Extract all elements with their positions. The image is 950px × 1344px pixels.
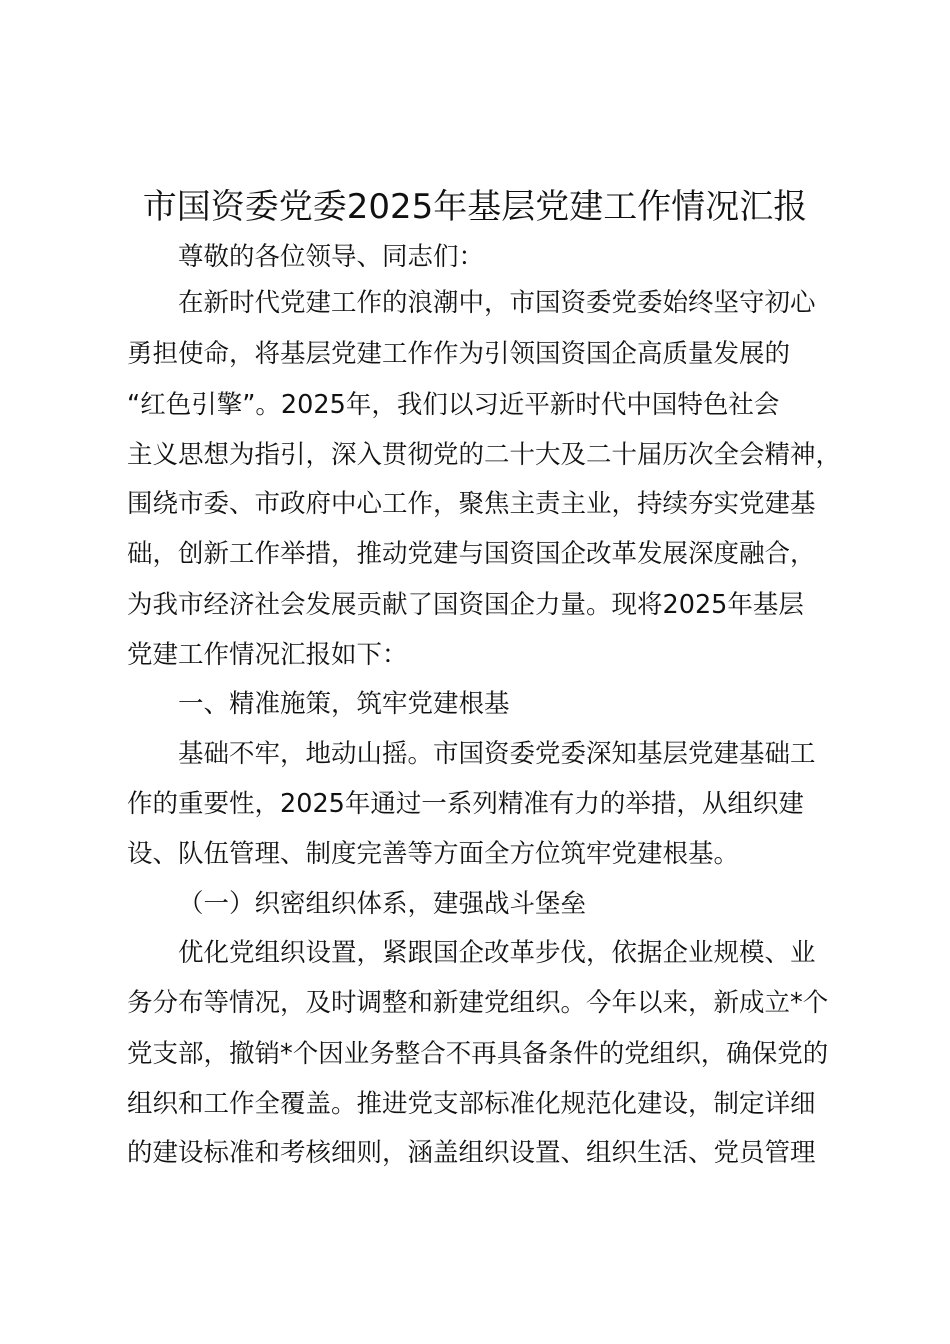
paragraph-line: 优化党组织设置，紧跟国企改革步伐，依据企业规模、业 xyxy=(178,938,816,968)
paragraph-line: 为我市经济社会发展贡献了国资国企力量。现将2025年基层 xyxy=(127,590,804,620)
paragraph-line: 党建工作情况汇报如下： xyxy=(127,640,408,670)
paragraph-line: 的建设标准和考核细则，涵盖组织设置、组织生活、党员管理 xyxy=(127,1138,816,1168)
document-title: 市国资委党委2025年基层党建工作情况汇报 xyxy=(142,187,808,227)
paragraph-line: 主义思想为指引，深入贯彻党的二十大及二十届历次全会精神， xyxy=(127,440,842,470)
salutation: 尊敬的各位领导、同志们： xyxy=(178,242,485,272)
paragraph-line: 基础不牢，地动山摇。市国资委党委深知基层党建基础工 xyxy=(178,739,816,769)
subsection-heading: （一）织密组织体系，建强战斗堡垒 xyxy=(178,889,587,919)
paragraph-line: 设、队伍管理、制度完善等方面全方位筑牢党建根基。 xyxy=(127,839,740,869)
paragraph-line: 在新时代党建工作的浪潮中，市国资委党委始终坚守初心 xyxy=(178,288,816,318)
section-heading: 一、精准施策，筑牢党建根基 xyxy=(178,689,510,719)
paragraph-line: 党支部，撤销*个因业务整合不再具备条件的党组织，确保党的 xyxy=(127,1039,829,1069)
paragraph-line: 勇担使命，将基层党建工作作为引领国资国企高质量发展的 xyxy=(127,339,791,369)
paragraph-line: 作的重要性，2025年通过一系列精准有力的举措，从组织建 xyxy=(127,789,804,819)
paragraph-line: “红色引擎”。2025年，我们以习近平新时代中国特色社会 xyxy=(127,390,780,420)
paragraph-line: 务分布等情况，及时调整和新建党组织。今年以来，新成立*个 xyxy=(127,988,829,1018)
paragraph-line: 础，创新工作举措，推动党建与国资国企改革发展深度融合， xyxy=(127,539,816,569)
paragraph-line: 围绕市委、市政府中心工作，聚焦主责主业，持续夯实党建基 xyxy=(127,489,816,519)
paragraph-line: 组织和工作全覆盖。推进党支部标准化规范化建设，制定详细 xyxy=(127,1089,816,1119)
